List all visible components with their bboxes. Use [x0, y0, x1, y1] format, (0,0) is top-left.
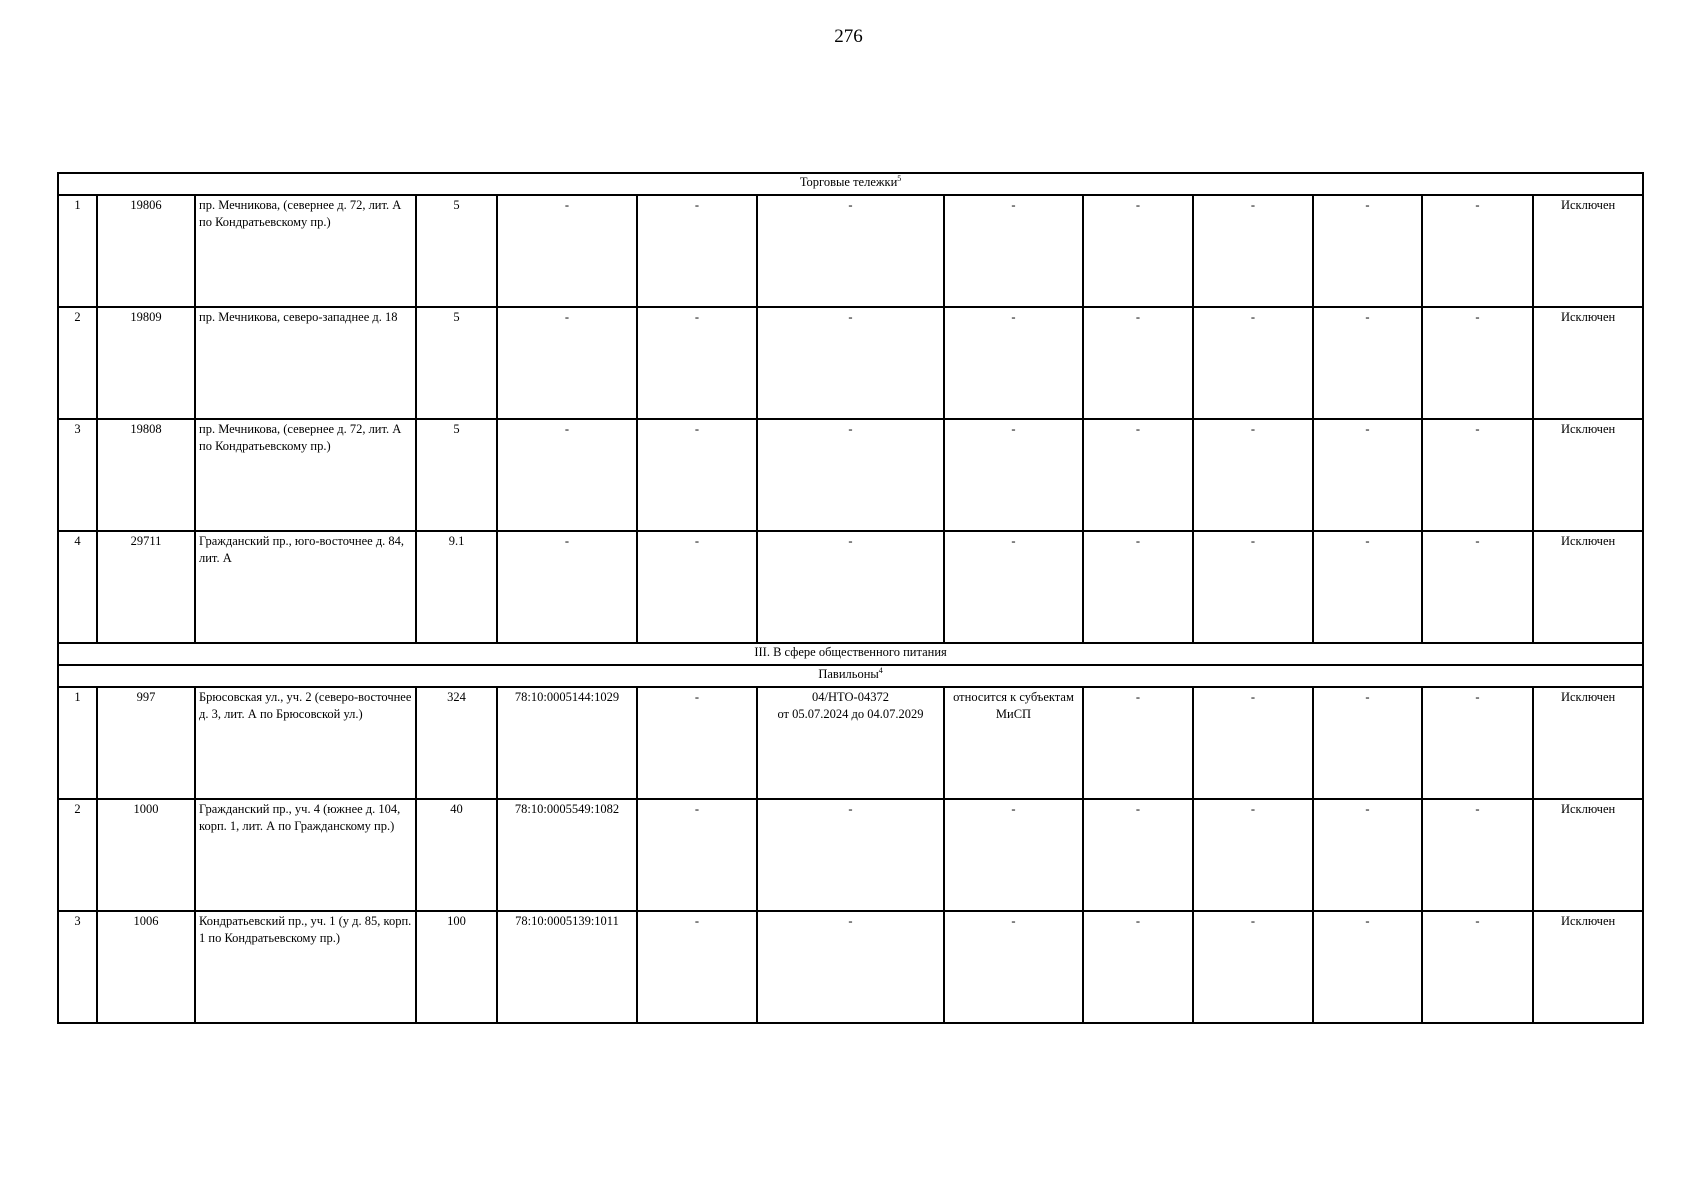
cell-col-6: -	[637, 799, 757, 911]
cell-area: 324	[416, 687, 497, 799]
cell-number: 3	[58, 911, 97, 1023]
cell-col-11: -	[1313, 799, 1422, 911]
cell-cadastral-number: -	[497, 419, 637, 531]
cell-object-id: 19809	[97, 307, 195, 419]
cell-col-11: -	[1313, 419, 1422, 531]
table-row	[58, 531, 1643, 643]
table-row	[58, 687, 1643, 799]
cell-col-11: -	[1313, 307, 1422, 419]
section-header-catering	[58, 643, 1643, 665]
cell-col-6: -	[637, 531, 757, 643]
cell-col-11: -	[1313, 531, 1422, 643]
cell-col-12: -	[1422, 307, 1533, 419]
cell-msp-status: -	[944, 531, 1083, 643]
section-title-carts	[58, 173, 1643, 195]
cell-msp-status: -	[944, 911, 1083, 1023]
cell-address: пр. Мечникова, (севернее д. 72, лит. А по Кондратьевскому пр.)	[195, 419, 416, 531]
cell-number: 3	[58, 419, 97, 531]
cell-status: Исключен	[1533, 195, 1643, 307]
cell-object-id: 1000	[97, 799, 195, 911]
cell-col-12: -	[1422, 911, 1533, 1023]
cell-col-10: -	[1193, 531, 1313, 643]
cell-cadastral-number: -	[497, 531, 637, 643]
cell-msp-status: -	[944, 195, 1083, 307]
cell-msp-status: -	[944, 307, 1083, 419]
cell-contract: -	[757, 799, 944, 911]
cell-address: пр. Мечникова, (севернее д. 72, лит. А по Кондратьевскому пр.)	[195, 195, 416, 307]
cell-area: 100	[416, 911, 497, 1023]
cell-contract: 04/НТО-04372 от 05.07.2024 до 04.07.2029	[757, 687, 944, 799]
cell-col-10: -	[1193, 307, 1313, 419]
cell-col-11: -	[1313, 687, 1422, 799]
cell-address: Гражданский пр., уч. 4 (южнее д. 104, корп. 1, лит. А по Гражданскому пр.)	[195, 799, 416, 911]
page-number: 276	[834, 26, 863, 47]
table-row	[58, 195, 1643, 307]
cell-msp-status: -	[944, 799, 1083, 911]
pavilions-title: Павильоны	[818, 667, 879, 681]
cell-object-id: 19806	[97, 195, 195, 307]
cell-area: 9.1	[416, 531, 497, 643]
carts-title: Торговые тележки	[799, 175, 898, 189]
section-header-pavilions	[58, 665, 1643, 687]
footnote-marker: 5	[897, 173, 902, 183]
cell-number: 1	[58, 687, 97, 799]
cell-area: 5	[416, 419, 497, 531]
cell-col-12: -	[1422, 419, 1533, 531]
cell-col-6: -	[637, 307, 757, 419]
cell-status: Исключен	[1533, 307, 1643, 419]
registry-table	[57, 172, 1644, 1024]
table-row	[58, 799, 1643, 911]
cell-contract: -	[757, 911, 944, 1023]
cell-object-id: 997	[97, 687, 195, 799]
cell-col-11: -	[1313, 911, 1422, 1023]
cell-address: пр. Мечникова, северо-западнее д. 18	[195, 307, 416, 419]
cell-cadastral-number: 78:10:0005549:1082	[497, 799, 637, 911]
cell-msp-status: относится к субъектам МиСП	[944, 687, 1083, 799]
cell-col-12: -	[1422, 799, 1533, 911]
table-row	[58, 911, 1643, 1023]
cell-col-10: -	[1193, 419, 1313, 531]
cell-number: 4	[58, 531, 97, 643]
cell-col-10: -	[1193, 687, 1313, 799]
footnote-marker: 4	[878, 665, 883, 675]
section-header-carts	[58, 173, 1643, 195]
cell-col-12: -	[1422, 687, 1533, 799]
cell-cadastral-number: 78:10:0005139:1011	[497, 911, 637, 1023]
cell-area: 5	[416, 195, 497, 307]
cell-col-6: -	[637, 419, 757, 531]
cell-col-9: -	[1083, 419, 1193, 531]
cell-status: Исключен	[1533, 911, 1643, 1023]
cell-col-9: -	[1083, 799, 1193, 911]
cell-address: Брюсовская ул., уч. 2 (северо-восточнее д. 3, лит. А по Брюсовской ул.)	[195, 687, 416, 799]
cell-msp-status: -	[944, 419, 1083, 531]
table-row	[58, 307, 1643, 419]
cell-status: Исключен	[1533, 687, 1643, 799]
cell-address: Гражданский пр., юго-восточнее д. 84, лит. А	[195, 531, 416, 643]
section-title-catering: III. В сфере общественного питания	[58, 643, 1643, 665]
cell-contract: -	[757, 307, 944, 419]
cell-col-11: -	[1313, 195, 1422, 307]
cell-status: Исключен	[1533, 799, 1643, 911]
cell-cadastral-number: -	[497, 307, 637, 419]
cell-col-9: -	[1083, 195, 1193, 307]
cell-object-id: 29711	[97, 531, 195, 643]
cell-area: 5	[416, 307, 497, 419]
cell-object-id: 1006	[97, 911, 195, 1023]
cell-col-9: -	[1083, 687, 1193, 799]
cell-contract: -	[757, 195, 944, 307]
cell-col-9: -	[1083, 531, 1193, 643]
cell-col-6: -	[637, 687, 757, 799]
cell-object-id: 19808	[97, 419, 195, 531]
cell-col-12: -	[1422, 195, 1533, 307]
section-title-pavilions	[58, 665, 1643, 687]
cell-col-10: -	[1193, 195, 1313, 307]
table-row	[58, 419, 1643, 531]
cell-col-6: -	[637, 911, 757, 1023]
cell-status: Исключен	[1533, 531, 1643, 643]
cell-col-10: -	[1193, 911, 1313, 1023]
cell-col-9: -	[1083, 307, 1193, 419]
cell-number: 2	[58, 799, 97, 911]
cell-cadastral-number: -	[497, 195, 637, 307]
cell-number: 1	[58, 195, 97, 307]
cell-cadastral-number: 78:10:0005144:1029	[497, 687, 637, 799]
cell-status: Исключен	[1533, 419, 1643, 531]
cell-number: 2	[58, 307, 97, 419]
cell-address: Кондратьевский пр., уч. 1 (у д. 85, корп. 1 по Кондратьевскому пр.)	[195, 911, 416, 1023]
cell-col-9: -	[1083, 911, 1193, 1023]
cell-col-6: -	[637, 195, 757, 307]
cell-col-10: -	[1193, 799, 1313, 911]
cell-area: 40	[416, 799, 497, 911]
cell-contract: -	[757, 531, 944, 643]
cell-col-12: -	[1422, 531, 1533, 643]
cell-contract: -	[757, 419, 944, 531]
